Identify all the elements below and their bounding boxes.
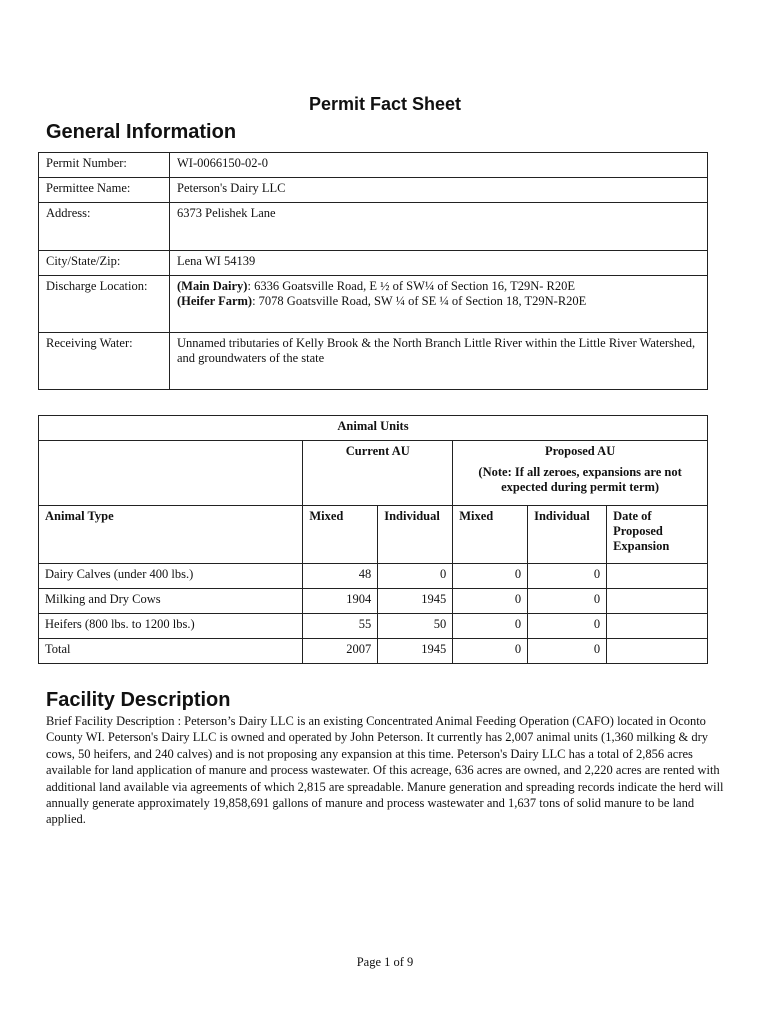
individual-cell: 1945: [378, 639, 453, 664]
mixed-cell: 48: [303, 564, 378, 589]
facility-description-heading: Facility Description: [46, 689, 231, 711]
animal-units-title: Animal Units: [39, 416, 708, 441]
main-dairy-location: : 6336 Goatsville Road, E ½ of SW¼ of Section 16, T29N- R20E: [247, 279, 575, 293]
current-au-header: Current AU: [303, 441, 453, 506]
table-row: [39, 276, 708, 333]
table-row: [39, 416, 708, 441]
main-dairy-label: (Main Dairy): [177, 279, 248, 293]
mixed-cell: 2007: [303, 639, 378, 664]
proposed-mixed-header: Mixed: [453, 506, 528, 564]
date-cell: [607, 564, 708, 589]
table-row: [39, 153, 708, 178]
table-row: [39, 639, 708, 664]
proposed-mixed-cell: 0: [453, 614, 528, 639]
table-row: [39, 178, 708, 203]
table-row: [39, 506, 708, 564]
proposed-mixed-cell: 0: [453, 639, 528, 664]
individual-cell: 1945: [378, 589, 453, 614]
animal-type-cell: Milking and Dry Cows: [39, 589, 303, 614]
receiving-water-value: Unnamed tributaries of Kelly Brook & the North Branch Little River within the Little River Watershed, and groundwaters of the state: [170, 333, 708, 390]
proposed-individual-cell: 0: [528, 589, 607, 614]
permittee-name-value: Peterson's Dairy LLC: [170, 178, 708, 203]
permittee-name-label: Permittee Name:: [39, 178, 170, 203]
table-row: [39, 614, 708, 639]
animal-units-table: [38, 415, 708, 664]
permit-number-value: WI-0066150-02-0: [170, 153, 708, 178]
discharge-location-value: [170, 276, 708, 333]
animal-type-cell: Heifers (800 lbs. to 1200 lbs.): [39, 614, 303, 639]
mixed-header: Mixed: [303, 506, 378, 564]
proposed-au-label: Proposed AU: [544, 444, 616, 458]
date-cell: [607, 639, 708, 664]
table-row: [39, 589, 708, 614]
table-row: [39, 564, 708, 589]
table-row: [39, 441, 708, 506]
table-row: [39, 333, 708, 390]
city-state-zip-label: City/State/Zip:: [39, 251, 170, 276]
facility-description-text: Brief Facility Description : Peterson’s Dairy LLC is an existing Concentrated Animal Feeding Operation (CAFO) located in Oconto County WI. Peterson's Dairy LLC is owned and operated by John Peterson. It currently has 2,007 animal units (1,360 milking & dry cows, 50 heifers, and 240 calves) and is not proposing any expansion at this time. Peterson's Dairy LLC has a total of 2,856 acres available for land application of manure and process wastewater. Of this acreage, 636 acres are owned, and 2,220 acres are rented with additional land available via agreements of which 2,815 are spreadable. Manure generation and spreading records indicate the herd will annually generate approximately 19,858,691 gallons of manure and process wastewater and 1,637 tons of solid manure to be land applied.: [46, 714, 724, 827]
animal-type-cell: Dairy Calves (under 400 lbs.): [39, 564, 303, 589]
receiving-water-label: Receiving Water:: [39, 333, 170, 390]
heifer-farm-label: (Heifer Farm): [177, 294, 253, 308]
page-number: Page 1 of 9: [356, 955, 414, 969]
city-state-zip-value: Lena WI 54139: [170, 251, 708, 276]
heifer-farm-location: : 7078 Goatsville Road, SW ¼ of SE ¼ of Section 18, T29N-R20E: [252, 294, 587, 308]
date-cell: [607, 614, 708, 639]
individual-cell: 50: [378, 614, 453, 639]
proposed-au-header: [453, 441, 708, 506]
proposed-individual-cell: 0: [528, 639, 607, 664]
general-information-heading: General Information: [46, 121, 237, 143]
animal-type-cell: Total: [39, 639, 303, 664]
animal-type-header: Animal Type: [39, 506, 303, 564]
mixed-cell: 1904: [303, 589, 378, 614]
table-cell: [39, 441, 303, 506]
mixed-cell: 55: [303, 614, 378, 639]
table-row: [39, 203, 708, 251]
address-label: Address:: [39, 203, 170, 251]
address-value: 6373 Pelishek Lane: [170, 203, 708, 251]
proposed-individual-cell: 0: [528, 564, 607, 589]
page-title: Permit Fact Sheet: [308, 94, 462, 114]
proposed-mixed-cell: 0: [453, 564, 528, 589]
proposed-au-note: (Note: If all zeroes, expansions are not expected during permit term): [478, 465, 682, 494]
individual-cell: 0: [378, 564, 453, 589]
date-cell: [607, 589, 708, 614]
table-row: [39, 251, 708, 276]
general-information-table: [38, 152, 708, 390]
permit-number-label: Permit Number:: [39, 153, 170, 178]
proposed-individual-header: Individual: [528, 506, 607, 564]
date-of-proposed-expansion-header: Date of Proposed Expansion: [607, 506, 708, 564]
discharge-location-label: Discharge Location:: [39, 276, 170, 333]
proposed-mixed-cell: 0: [453, 589, 528, 614]
individual-header: Individual: [378, 506, 453, 564]
proposed-individual-cell: 0: [528, 614, 607, 639]
